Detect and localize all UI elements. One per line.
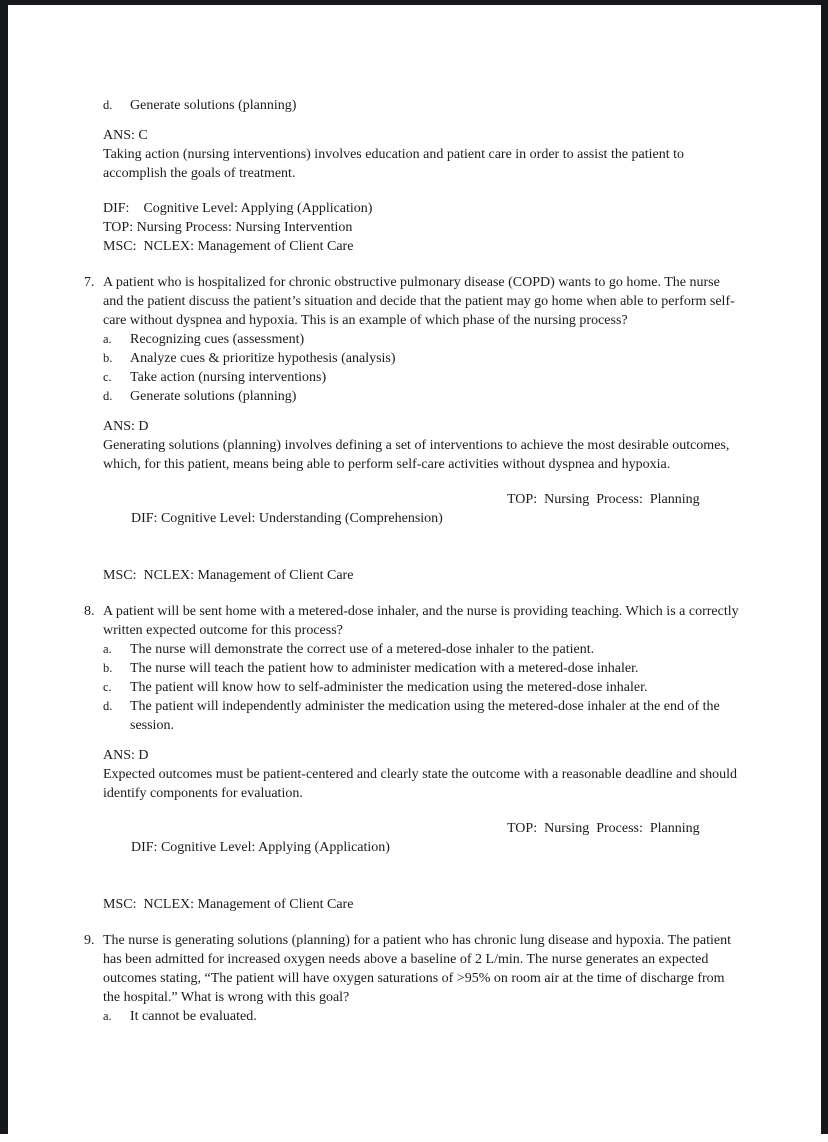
answer-block-q8 <box>103 746 741 803</box>
dif-line: DIF: Cognitive Level: Applying (Application) <box>103 201 373 216</box>
option-letter: c. <box>103 370 112 384</box>
dif-top-line <box>103 490 741 566</box>
option-row <box>103 96 741 115</box>
option-letter: d. <box>103 98 113 112</box>
option-letter: b. <box>103 661 113 675</box>
question-text: A patient will be sent home with a metered-dose inhaler, and the nurse is providing teaching. Which is a correctly written expected outcome for this process? <box>103 604 739 638</box>
question-text: A patient who is hospitalized for chronic obstructive pulmonary disease (COPD) wants to go home. The nurse and the patient discuss the patient’s situation and decide that the patient may go home when able to perform self-care without dyspnea and hypoxia. This is an example of which phase of the nursing process? <box>103 275 735 328</box>
question-text: The nurse is generating solutions (planning) for a patient who has chronic lung disease and hypoxia. The patient has been admitted for increased oxygen needs above a baseline of 2 L/min. The nurse generates an expected outcomes stating, “The patient will have oxygen saturations of >95% on room air at the time of discharge from the hospital.” What is wrong with this goal? <box>103 933 732 1005</box>
option-text: Analyze cues & prioritize hypothesis (analysis) <box>130 351 396 366</box>
option-text: It cannot be evaluated. <box>130 1009 257 1024</box>
top-line: TOP: Nursing Process: Nursing Intervention <box>103 220 353 235</box>
option-text: Generate solutions (planning) <box>130 98 297 113</box>
question-7 <box>84 273 741 406</box>
option-row <box>103 678 741 697</box>
option-row <box>103 1007 741 1026</box>
option-letter: a. <box>103 642 112 656</box>
dif-line: DIF: Cognitive Level: Applying (Application) <box>131 840 390 855</box>
question-number: 8. <box>84 604 95 619</box>
top-line: TOP: Nursing Process: Planning <box>507 821 700 836</box>
question-8 <box>84 602 741 735</box>
option-text: Take action (nursing interventions) <box>130 370 327 385</box>
viewer-frame-left <box>0 0 8 1134</box>
question-number: 7. <box>84 275 95 290</box>
answer-block-q6 <box>103 126 741 183</box>
option-letter: b. <box>103 351 113 365</box>
option-row <box>103 659 741 678</box>
option-row <box>103 640 741 659</box>
option-letter: a. <box>103 332 112 346</box>
answer-block-q7 <box>103 417 741 474</box>
option-letter: c. <box>103 680 112 694</box>
option-text: Recognizing cues (assessment) <box>130 332 305 347</box>
answer-line: ANS: C <box>103 128 148 143</box>
top-line: TOP: Nursing Process: Planning <box>507 492 700 507</box>
option-text: Generate solutions (planning) <box>130 389 297 404</box>
option-text: The nurse will teach the patient how to administer medication with a metered-dose inhaler. <box>130 661 639 676</box>
question-number: 9. <box>84 933 95 948</box>
dif-top-line <box>103 819 741 895</box>
answer-line: ANS: D <box>103 419 149 434</box>
viewer-frame-right <box>821 0 828 1134</box>
msc-line: MSC: NCLEX: Management of Client Care <box>103 897 354 912</box>
option-row <box>103 387 741 406</box>
option-row <box>103 330 741 349</box>
dif-line: DIF: Cognitive Level: Understanding (Comprehension) <box>131 511 443 526</box>
option-letter: d. <box>103 389 113 403</box>
document-page <box>84 96 741 1026</box>
meta-block-q6 <box>103 199 741 256</box>
msc-line: MSC: NCLEX: Management of Client Care <box>103 239 354 254</box>
option-row <box>103 368 741 387</box>
meta-block-q8 <box>103 819 741 914</box>
option-text: The patient will know how to self-administer the medication using the metered-dose inhaler. <box>130 680 648 695</box>
option-row <box>103 349 741 368</box>
msc-line: MSC: NCLEX: Management of Client Care <box>103 568 354 583</box>
question-9 <box>84 931 741 1026</box>
answer-line: ANS: D <box>103 748 149 763</box>
meta-block-q7 <box>103 490 741 585</box>
option-text: The nurse will demonstrate the correct use of a metered-dose inhaler to the patient. <box>130 642 595 657</box>
option-row <box>103 697 741 735</box>
rationale-text: Taking action (nursing interventions) involves education and patient care in order to assist the patient to accomplish the goals of treatment. <box>103 147 685 181</box>
rationale-text: Expected outcomes must be patient-centered and clearly state the outcome with a reasonable deadline and should identify components for evaluation. <box>103 767 738 801</box>
option-letter: a. <box>103 1009 112 1023</box>
viewer-frame-top <box>0 0 828 5</box>
option-letter: d. <box>103 699 113 713</box>
option-text: The patient will independently administer the medication using the metered-dose inhaler at the end of the session. <box>130 699 720 733</box>
rationale-text: Generating solutions (planning) involves defining a set of interventions to achieve the most desirable outcomes, which, for this patient, means being able to perform self-care activities without dyspnea and hypoxia. <box>103 438 730 472</box>
